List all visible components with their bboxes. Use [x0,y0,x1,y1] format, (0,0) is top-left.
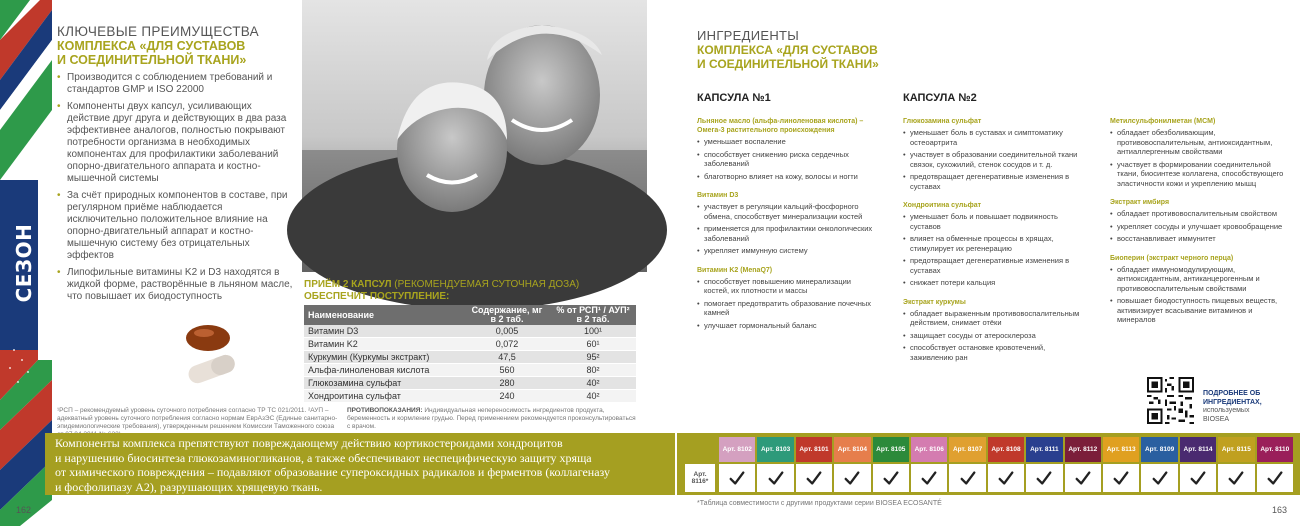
qr-caption-line1: ПОДРОБНЕЕ ОБ [1203,390,1261,397]
ingredient-list [903,128,1083,191]
table-cell: Хондроитина сульфат [304,390,464,403]
checkmark-icon [728,469,746,487]
right-page-title [697,28,947,71]
contraindications [347,407,637,431]
ingredient-list [1110,128,1290,188]
ingredient-point: • способствует повышению минерализации костей, их плотности и массы [697,277,877,296]
title-line-3: И СОЕДИНИТЕЛЬНОЙ ТКАНИ» [697,57,879,71]
compat-header-cell: Арт. 8110 [1257,437,1293,462]
compat-header-cell: Арт. 8102 [719,437,755,462]
checkmark-icon [767,469,785,487]
table-cell: 40² [550,377,636,390]
compat-check-cell [873,464,909,492]
table-row [304,390,636,403]
table-row [304,364,636,377]
table-cell: Витамин K2 [304,338,464,351]
compat-header-cell: Арт. 8113 [1103,437,1139,462]
table-row [304,377,636,390]
dose-title-line2: ОБЕСПЕЧИТ ПОСТУПЛЕНИЕ: [304,291,450,302]
band-line: и фосфолипазу А2), разрушающих хрящевую ткань. [55,479,323,494]
contra-label: ПРОТИВОПОКАЗАНИЯ: [347,407,423,414]
compat-check-cell [1103,464,1139,492]
compat-row-label: Арт. 8116* [685,464,715,492]
checkmark-icon [1227,469,1245,487]
compat-header-cell: Арт. 8109 [1141,437,1177,462]
ingredient-point: • снижает потери кальция [903,278,1083,288]
table-header-content: Содержание, мг в 2 таб. [464,305,550,325]
checkmark-icon [1266,469,1284,487]
title-line-1: ИНГРЕДИЕНТЫ [697,28,800,43]
ingredient-list [1110,265,1290,325]
ingredient-point: • предотвращает дегенеративные изменения в суставах [903,256,1083,275]
band-line: от химического повреждения – подавляют образование супероксидных радикалов и ферментов (коллагеназу [55,465,611,479]
compat-check-cell [757,464,793,492]
qr-caption-line3: используемых [1203,407,1250,414]
ingredient-point: • уменьшает боль и повышает подвижность суставов [903,212,1083,231]
ingredient-list [697,202,877,256]
compat-check-cell [796,464,832,492]
qr-caption [1203,390,1262,424]
table-cell: 0,072 [464,338,550,351]
benefit-item: • За счёт природных компонентов в составе, при регулярном приёме наблюдается исключительно положительное влияние на опорно-двигательный аппарат и костно-мышечную систему без отрицательных эффектов [57,190,293,262]
ingredient-point: • обладает выраженным противовоспалительным действием, снимает отёки [903,309,1083,328]
compat-header-cell: Арт. 8105 [873,437,909,462]
ingredient-title: Метилсульфонилметан (MCM) [1110,118,1216,125]
checkmark-icon [1035,469,1053,487]
compat-check-cell [719,464,755,492]
checkmark-icon [1151,469,1169,487]
checkmark-icon [997,469,1015,487]
table-row [304,351,636,364]
table-cell: 40² [550,390,636,403]
checkmark-icon [959,469,977,487]
ingredient-point: • участвует в образовании соединительной ткани связок, сухожилий, стенок сосудов и т. д. [903,150,1083,169]
compat-check-cell [1218,464,1254,492]
ingredients-column-1 [697,117,877,340]
table-cell: 60¹ [550,338,636,351]
benefit-item: • Липофильные витамины K2 и D3 находятся в жидкой форме, растворённые в льняном масле, что повышает их биодоступность [57,267,293,303]
ingredient-point: • укрепляет сосуды и улучшает кровообращение [1110,222,1290,232]
ingredient-point: • улучшает гормональный баланс [697,321,877,331]
ingredient-point: • уменьшает воспаление [697,137,877,147]
compat-note: *Таблица совместимости с другими продуктами серии BIOSEA ECOSANTÉ [697,500,942,507]
couple-photo [302,0,647,272]
ingredient-title: Витамин D3 [697,192,739,199]
table-header-name: Наименование [304,305,464,325]
spine-label: СЕЗОН ПОДАРКОВ [12,195,62,331]
ingredient-point: • восстанавливает иммунитет [1110,234,1290,244]
title-line-1: КЛЮЧЕВЫЕ ПРЕИМУЩЕСТВА [57,24,259,39]
ingredient-list [697,137,877,181]
band-line: Компоненты комплекса препятствуют повреждающему действию кортикостероидами хондроцитов [55,436,563,450]
qr-caption-line4: BIOSEA [1203,415,1230,423]
ingredient-title: Биоперин (экстракт черного перца) [1110,254,1234,262]
title-line-2: КОМПЛЕКСА «ДЛЯ СУСТАВОВ [57,39,246,53]
band-line: и нарушению биосинтеза глюкозаминогликанов, а также обеспечивают неспецифическую защиту хряща [55,450,592,465]
capsules-image [182,320,242,390]
table-row [304,325,636,338]
ingredients-column-2 [903,117,1083,372]
compat-header-cell: Арт. 8114 [1180,437,1216,462]
table-cell: 95² [550,351,636,364]
ingredient-title: Глюкозамина сульфат [903,118,982,125]
compat-check-cell [988,464,1024,492]
checkmark-icon [1112,469,1130,487]
ingredient-point: • обладает обезболивающим, противовоспалительным, антиоксидантным, антиаллергенным свойствами [1110,128,1290,157]
title-line-3: И СОЕДИНИТЕЛЬНОЙ ТКАНИ» [57,53,247,67]
ingredient-title: Витамин K2 (MenaQ7) [697,266,773,274]
ingredient-list [1110,209,1290,244]
footnote: ¹РСП – рекомендуемый уровень суточного потребления согласно ТР ТС 021/2011. ²АУП – адекватный уровень суточного потребления согласно нормам ЕврАзЭС (Единые санитарно-эпидемиологические требования), утвержденным решением Комиссии Таможенного союза [57,407,338,430]
compat-header-cell: Арт. 8108 [988,437,1024,462]
summary-band [45,433,675,495]
table-cell: 80² [550,364,636,377]
table-cell: 47,5 [464,351,550,364]
ingredient-point: • предотвращает дегенеративные изменения в суставах [903,172,1083,191]
ingredient-title: Хондроитина сульфат [903,202,982,209]
title-line-2: КОМПЛЕКСА «ДЛЯ СУСТАВОВ [697,43,878,57]
dose-title [304,279,644,303]
table-cell: Альфа-линоленовая кислота [304,364,464,377]
ingredient-point: • благотворно влияет на кожу, волосы и ногти [697,172,877,182]
compat-header-cell: Арт. 8103 [757,437,793,462]
qr-code[interactable] [1147,377,1194,424]
table-cell: 240 [464,390,550,403]
ingredient-point: • применяется для профилактики онкологических заболеваний [697,224,877,243]
compat-header-cell: Арт. 8111 [1026,437,1062,462]
table-cell: Глюкозамина сульфат [304,377,464,390]
ingredient-point: • участвует в формировании соединительной ткани, биосинтезе коллагена, способствующего эластичности кожи и укреплению мышц [1110,160,1290,189]
ingredient-list [697,277,877,331]
left-page-title [57,24,297,67]
capsule-1-heading: КАПСУЛА №1 [697,92,771,104]
checkmark-icon [882,469,900,487]
ingredient-list [903,309,1083,363]
compat-header-cell: Арт. 8104 [834,437,870,462]
ingredient-title: Льняное масло (альфа-линоленовая кислота) – Омега-3 растительного происхождения [697,118,864,134]
compat-header-cell: Арт. 8112 [1065,437,1101,462]
table-cell: Витамин D3 [304,325,464,338]
compat-check-cell [834,464,870,492]
ingredient-point: • способствует остановке кровотечений, заживлению ран [903,343,1083,362]
compat-check-cell [911,464,947,492]
table-row [304,338,636,351]
table-cell: Куркумин (Куркумы экстракт) [304,351,464,364]
ingredient-point: • помогает предотвратить образование почечных камней [697,299,877,318]
table-cell: 560 [464,364,550,377]
compat-check-cell [1141,464,1177,492]
checkmark-icon [1074,469,1092,487]
page-number-right: 163 [1272,505,1288,515]
capsule-2-heading: КАПСУЛА №2 [903,92,977,104]
compat-header-cell: Арт. 8106 [911,437,947,462]
table-header-percent: % от РСП¹ / АУП² в 2 таб. [550,305,636,325]
benefits-list [57,72,293,308]
ingredient-point: • защищает сосуды от атеросклероза [903,331,1083,341]
nutrient-table [304,305,636,403]
table-cell: 100¹ [550,325,636,338]
dose-title-light: (РЕКОМЕНДУЕМАЯ СУТОЧНАЯ ДОЗА) [391,279,580,290]
checkmark-icon [805,469,823,487]
dose-title-bold: ПРИЁМ 2 КАПСУЛ [304,279,392,290]
page-number-left: 162 [16,505,32,515]
compat-header-cell: Арт. 8107 [949,437,985,462]
ingredient-point: • обладает противовоспалительным свойством [1110,209,1290,219]
ingredient-point: • обладает иммуномодулирующим, антиоксидантным, антиканцерогенным и противовоспалительным свойствами [1110,265,1290,294]
checkmark-icon [920,469,938,487]
ingredient-list [903,212,1083,288]
table-cell: 0,005 [464,325,550,338]
ingredient-point: • участвует в регуляции кальций-фосфорного обмена, способствует минерализации костей [697,202,877,221]
qr-caption-line2: ИНГРЕДИЕНТАХ, [1203,398,1262,406]
contra-text: Индивидуальная непереносимость ингредиентов продукта, беременность и кормление грудью. Перед применением рекомендуется проконсультироваться с врачом. [347,407,636,430]
ingredient-title: Экстракт имбиря [1110,199,1170,206]
compat-check-cell [1026,464,1062,492]
compat-check-cell [1065,464,1101,492]
benefit-item: • Производится с соблюдением требований и стандартов GMP и ISO 22000 [57,72,293,96]
ingredient-point: • влияет на обменные процессы в хрящах, стимулирует их регенерацию [903,234,1083,253]
ingredient-point: • способствует снижению риска сердечных заболеваний [697,150,877,169]
ingredients-column-3 [1110,117,1290,335]
ingredient-title: Экстракт куркумы [903,298,966,306]
compat-check-cell [1180,464,1216,492]
compat-check-cell [1257,464,1293,492]
table-cell: 280 [464,377,550,390]
benefit-item: • Компоненты двух капсул, усиливающих действие друг друга и действующих в два раза эффективнее аналогов, полностью покрывают потребности организма в необходимых компонентах для профилактики заболеваний опорно-двигательного аппарата и костно-мышечной системы [57,101,293,185]
ingredient-point: • уменьшает боль в суставах и симптоматику остеоартрита [903,128,1083,147]
compat-check-cell [949,464,985,492]
ingredient-point: • повышает биодоступность пищевых веществ, активизирует всасывание витаминов и минералов [1110,296,1290,325]
compat-header-cell: Арт. 8101 [796,437,832,462]
ingredient-point: • укрепляет иммунную систему [697,246,877,256]
checkmark-icon [843,469,861,487]
checkmark-icon [1189,469,1207,487]
compat-header-cell: Арт. 8115 [1218,437,1254,462]
